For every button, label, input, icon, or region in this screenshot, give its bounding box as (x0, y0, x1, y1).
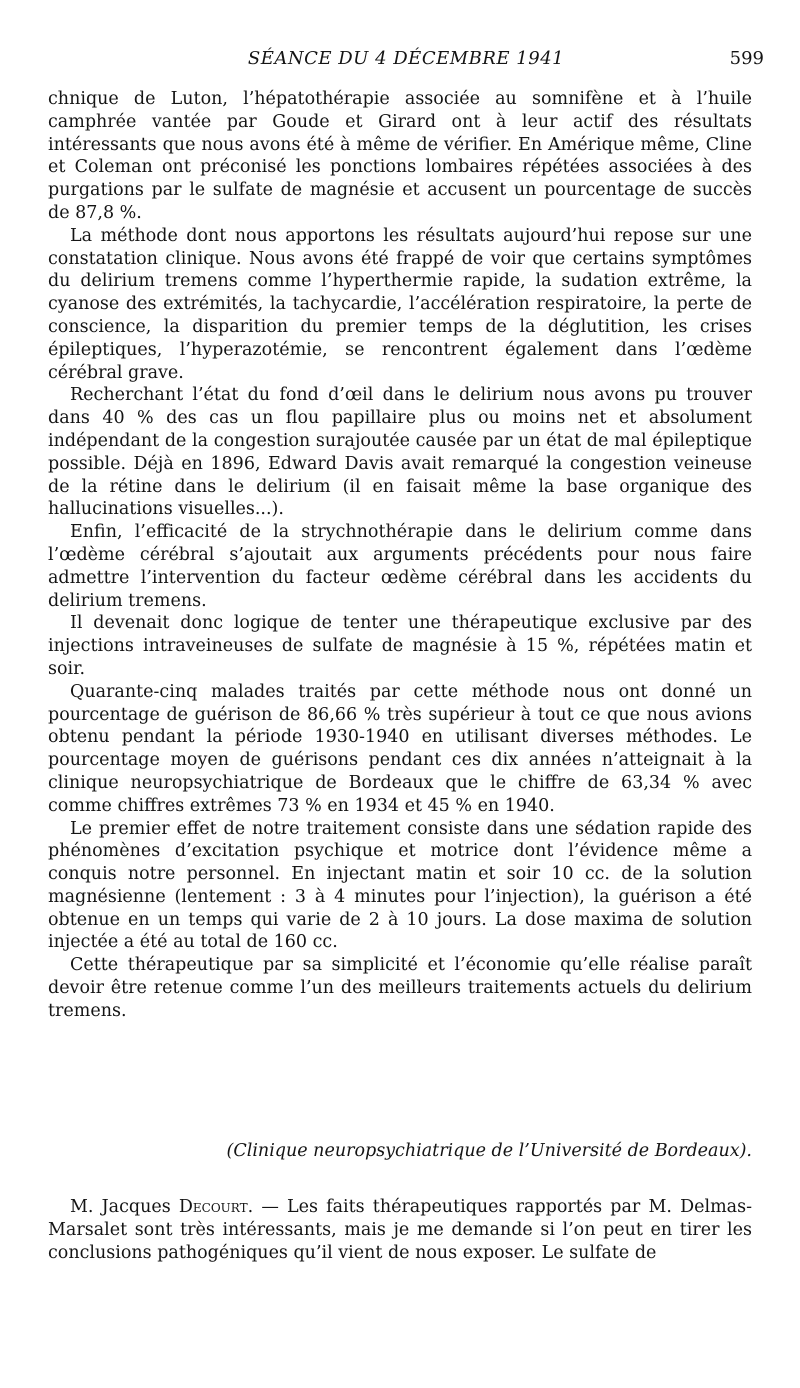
page-number: 599 (729, 48, 764, 69)
article-body (48, 88, 752, 1023)
paragraph-fundus: Recherchant l’état du fond d’œil dans le delirium nous avons pu trouver dans 40 % des cas un flou papillaire plus ou moins net et absolument indépendant de la congestion surajoutée causée par un état de mal épileptique possible. Déjà en 1896, Edward Davis avait remarqué la congestion veineuse de la rétine dans le delirium (il en faisait même la base organique des hallucinations visuelles...). (48, 385, 752, 520)
paragraph-continuation: chnique de Luton, l’hépatothérapie associée au somnifène et à l’huile camphrée vantée par Goude et Girard ont à leur actif des résultats intéressants que nous avons été à même de vérifier. En Amérique même, Cline et Coleman ont préconisé les ponctions lombaires répétées associées à des purgations par le sulfate de magnésie et accusent un pourcentage de succès de 87,8 %. (48, 89, 752, 223)
paragraph-method: La méthode dont nous apportons les résultats aujourd’hui repose sur une constatation clinique. Nous avons été frappé de voir que certains symptômes du delirium tremens comme l’hyperthermie rapide, la sudation extrême, la cyanose des extrémités, la tachycardie, l’accélération respiratoire, la perte de conscience, la disparition du premier temps de la déglutition, les crises épileptiques, l’hyperazotémie, se rencontrent également dans l’œdème cérébral grave. (48, 225, 752, 383)
discussion-text: . — Les faits thérapeutiques rapportés par M. Delmas-Marsalet sont très intéressants, mais je me demande si l’on peut en tirer les conclusions pathogéniques qu’il vient de nous exposer. Le sulfate de (48, 1197, 752, 1263)
discussion (48, 1196, 752, 1264)
paragraph-strychnine: Enfin, l’efficacité de la strychnothérapie dans le delirium comme dans l’œdème cérébral s’ajoutait aux arguments précédents pour nous faire admettre l’intervention du facteur œdème cérébral dans les accidents du delirium tremens. (48, 522, 752, 611)
speaker-name: Decourt (178, 1197, 248, 1217)
paragraph-effect: Le premier effet de notre traitement consiste dans une sédation rapide des phénomènes d’excitation psychique et motrice dont l’évidence même a conquis notre personnel. En injectant matin et soir 10 cc. de la solution magnésienne (lentement : 3 à 4 minutes pour l’injection), la guérison a été obtenue en un temps qui varie de 2 à 10 jours. La dose maxima de solution injectée a été au total de 160 cc. (48, 818, 752, 953)
paragraph-conclusion: Cette thérapeutique par sa simplicité et l’économie qu’elle réalise paraît devoir être retenue comme l’un des meilleurs traitements actuels du delirium tremens. (48, 955, 752, 1021)
running-head (48, 48, 764, 76)
paragraph-results: Quarante-cinq malades traités par cette méthode nous ont donné un pourcentage de guérison de 86,66 % très supérieur à tout ce que nous avions obtenu pendant la période 1930-1940 en utilisant diverses méthodes. Le pourcentage moyen de guérisons pendant ces dix années n’atteignait à la clinique neuropsychiatrique de Bordeaux que le chiffre de 63,34 % avec comme chiffres extrêmes 73 % en 1934 et 45 % en 1940. (48, 681, 752, 816)
attribution: (Clinique neuropsychiatrique de l’Université de Bordeaux). (226, 1141, 752, 1161)
speaker-prefix: M. Jacques (70, 1197, 179, 1217)
paragraph-injections: Il devenait donc logique de tenter une thérapeutique exclusive par des injections intraveineuses de sulfate de magnésie à 15 %, répétées matin et soir. (48, 613, 752, 679)
running-title: SÉANCE DU 4 DÉCEMBRE 1941 (247, 48, 565, 69)
discussion-paragraph (48, 1196, 752, 1264)
